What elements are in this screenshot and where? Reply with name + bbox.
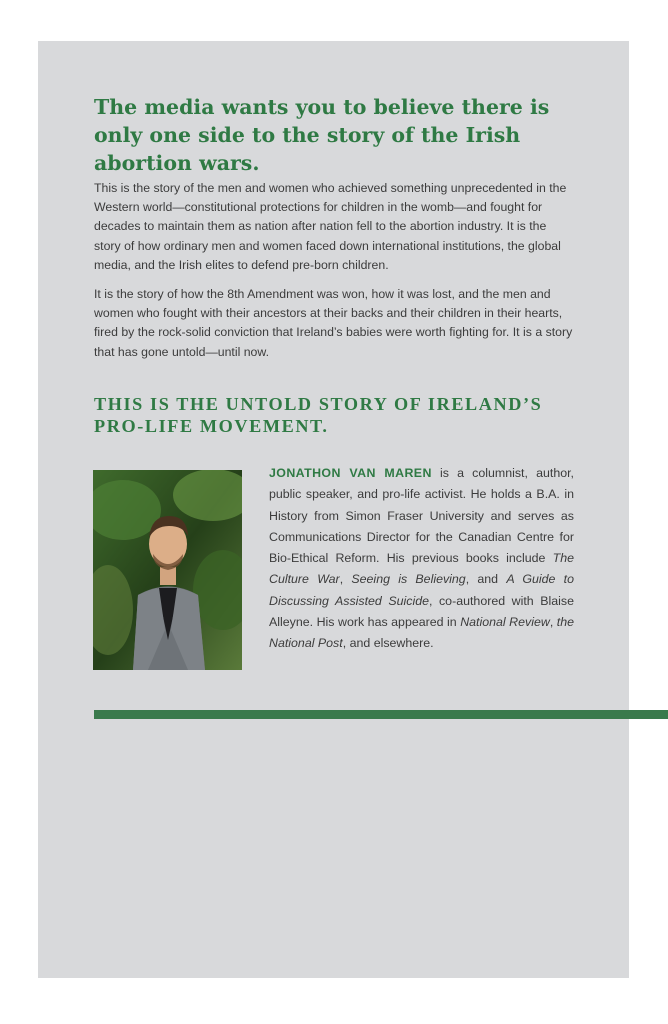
description-paragraph-1: This is the story of the men and women who achieved something unprecedented in the Western world—constitutional protections for children in the womb—and fought for decades to maintain them as nation after nation fell to the abortion industry. It is the story of how ordinary men and women faced down international institutions, the global media, and the Irish elites to defend pre-born children. [94, 181, 567, 272]
publication-title: the National Post [269, 615, 575, 651]
book-title: Seeing is Believing [351, 572, 466, 587]
author-photo [93, 470, 242, 670]
description-paragraph-2: It is the story of how the 8th Amendment was won, how it was lost, and the men and women who fought with their ancestors at their backs and their children in their hearts, fired by the rock-solid conviction that Ireland’s babies were worth fighting for. It is a story that has gone untold—until now. [94, 287, 573, 359]
bio-text: , [339, 572, 352, 587]
subheading: THIS IS THE UNTOLD STORY OF IRELAND’S PRO-LIFE MOVEMENT. [94, 394, 543, 436]
book-title: The Culture War [269, 551, 574, 587]
publication-title: National Review [460, 615, 550, 630]
bio-text: , and [465, 572, 507, 587]
book-title: A Guide to Discussing Assisted Suicide [269, 572, 575, 608]
headline: The media wants you to believe there is only one side to the story of the Irish abortion wars. [94, 95, 550, 175]
bio-text: , co-authored with Blaise Alleyne. His work has appeared in [269, 593, 574, 630]
author-bio [269, 463, 574, 655]
bio-text: is a columnist, author, public speaker, and pro-life activist. He holds a B.A. in History from Simon Fraser University and serves as Communications Director for the Canadian Centre for Bio-Ethical Reform. His previous books include [269, 466, 574, 566]
bio-text: , [549, 615, 557, 630]
author-name: JONATHON VAN MAREN [269, 466, 432, 480]
bio-text: , and elsewhere. [342, 636, 434, 651]
green-divider-bar [94, 710, 668, 719]
